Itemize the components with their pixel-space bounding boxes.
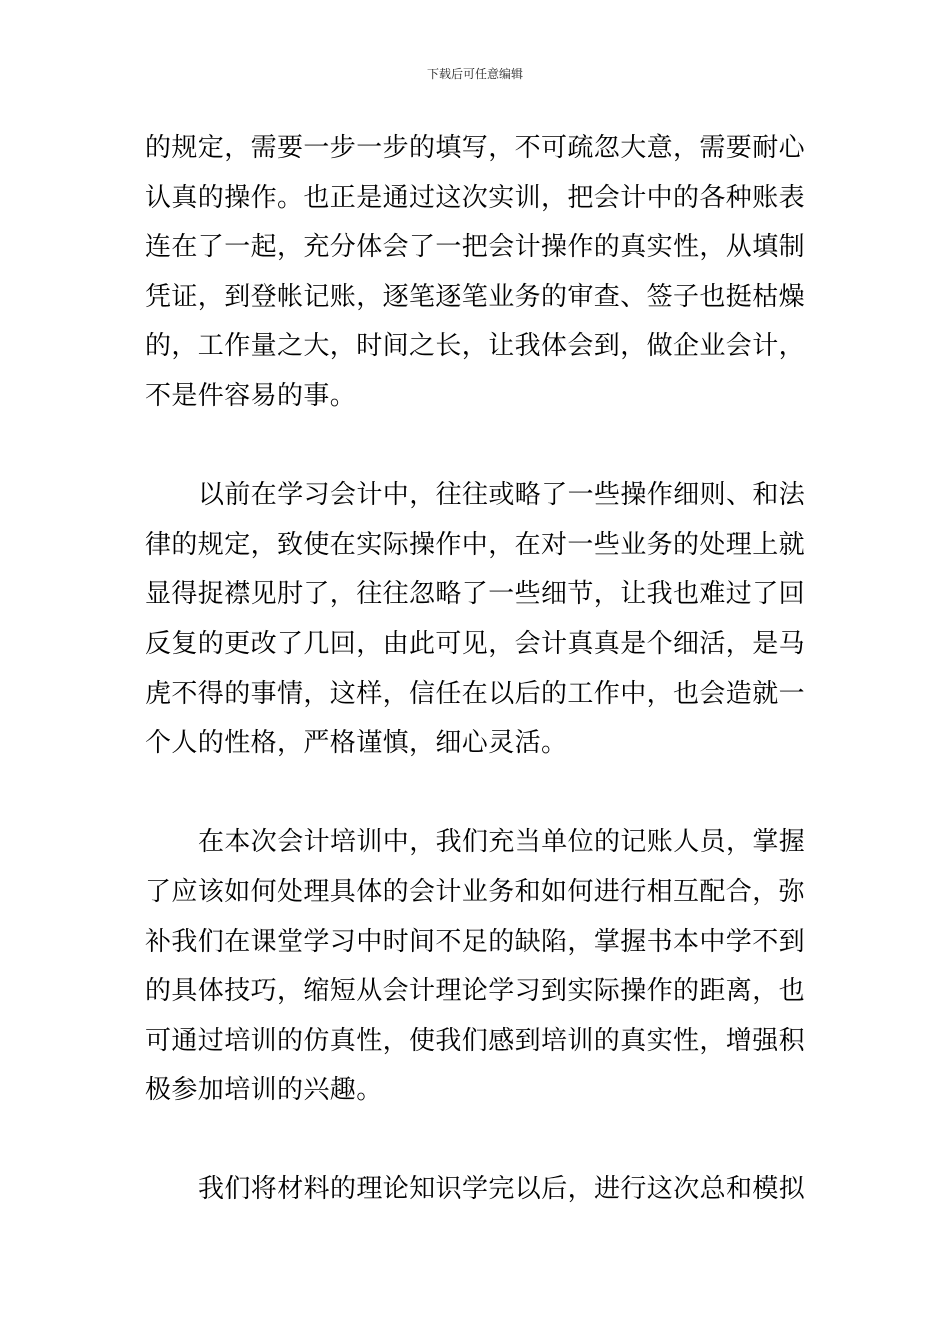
text-line: 可通过培训的仿真性，使我们感到培训的真实性，增强积: [145, 1025, 806, 1056]
paragraph-2: [145, 471, 807, 769]
text-line: 的，工作量之大，时间之长，让我体会到，做企业会计，: [145, 331, 806, 362]
paragraph-gap: [145, 422, 807, 472]
paragraph-gap: [145, 769, 807, 819]
text-line: 我们将材料的理论知识学完以后，进行这次总和模拟: [198, 1174, 806, 1205]
paragraph-1: [145, 124, 807, 422]
text-line: 凭证，到登帐记账，逐笔逐笔业务的审查、签子也挺枯燥: [145, 281, 806, 312]
text-line: 个人的性格，严格谨慎，细心灵活。: [145, 728, 568, 759]
text-line: 极参加培训的兴趣。: [145, 1075, 383, 1106]
text-line: 显得捉襟见肘了，往往忽略了一些细节，让我也难过了回: [145, 579, 806, 610]
text-line: 了应该如何处理具体的会计业务和如何进行相互配合，弥: [145, 876, 806, 907]
text-line: 认真的操作。也正是通过这次实训，把会计中的各种账表: [145, 182, 806, 213]
text-line: 的具体技巧，缩短从会计理论学习到实际操作的距离，也: [145, 976, 806, 1007]
paragraph-gap: [145, 1116, 807, 1166]
text-line: 律的规定，致使在实际操作中，在对一些业务的处理上就: [145, 529, 806, 560]
text-line: 补我们在课堂学习中时间不足的缺陷，掌握书本中学不到: [145, 926, 806, 957]
text-line: 以前在学习会计中，往往或略了一些操作细则、和法: [198, 480, 806, 511]
text-line: 的规定，需要一步一步的填写，不可疏忽大意，需要耐心: [145, 133, 806, 163]
paragraph-3: [145, 818, 807, 1116]
document-body: [145, 124, 807, 1215]
text-line: 连在了一起，充分体会了一把会计操作的真实性，从填制: [145, 232, 806, 263]
text-line: 不是件容易的事。: [145, 380, 357, 411]
text-line: 在本次会计培训中，我们充当单位的记账人员，掌握: [198, 827, 806, 858]
page-header: 下载后可任意编辑: [426, 67, 523, 81]
paragraph-4: [145, 1165, 807, 1215]
text-line: 反复的更改了几回，由此可见，会计真真是个细活，是马: [145, 628, 806, 659]
text-line: 虎不得的事情，这样，信任在以后的工作中，也会造就一: [145, 678, 806, 709]
